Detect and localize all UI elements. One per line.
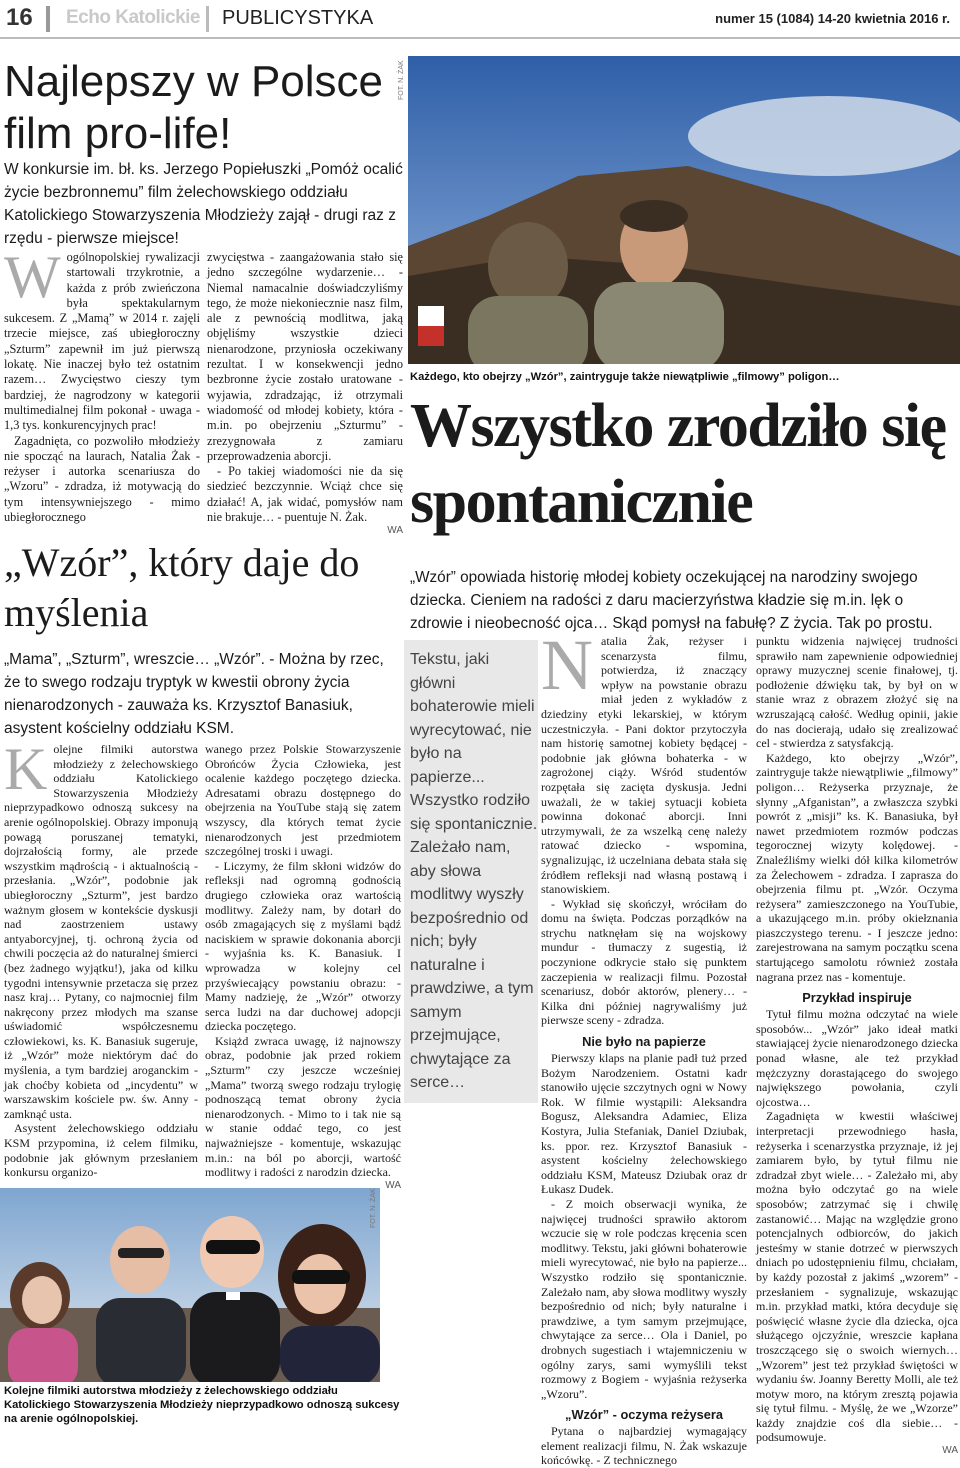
group-photo [0, 1188, 380, 1382]
soldiers-photo-caption: Każdego, kto obejrzy „Wzór”, zaintryguje także niewątpliwie „filmowy” poligon… [410, 371, 840, 383]
page-header [0, 0, 960, 38]
article2-column-2 [205, 742, 401, 1191]
article3-text-2: - Wykład się skończył, wróciłam do domu na święta. Podczas porządków na strychu natknęłam się na wojskowy mundur - tłumaczy z sugestią, iż poczynione odkrycie stało się punktem zaczepienia w realizacji filmu. Pozostał scenariusz, dobór aktorów, plenery… - Kilka dni później nagrywaliśmy już pierwsze sceny - zdradza. [541, 896, 747, 1028]
article1-title: Najlepszy w Polsce film pro-life! [4, 57, 384, 158]
article2-lede: „Mama”, „Szturm”, wreszcie… „Wzór”. - Można by rzec, że to swego rodzaju tryptyk w kwestii obrony życia nienarodzonych - zauważa ks. Krzysztof Banasiuk, asystent kościelny oddziału KSM. [4, 651, 384, 737]
header-divider [46, 6, 50, 32]
masthead: Echo Katolickie [66, 7, 200, 28]
issue-info: numer 15 (1084) 14-20 kwietnia 2016 r. [715, 11, 950, 26]
page-number: 16 [6, 4, 33, 31]
article3-dropcap: N [541, 625, 593, 705]
soldiers-photo-credit: FOT. N. ŻAK [398, 60, 405, 100]
group-photo-credit: FOT. N. ŻAK [370, 1188, 377, 1228]
soldiers-photo [408, 56, 960, 364]
article3-title: Wszystko zrodziło się spontanicznie [410, 392, 946, 536]
article1-lede: W konkursie im. bł. ks. Jerzego Popiełuszki „Pomóż ocalić życie bezbronnemu” film żelechowskiego oddziału Katolickiego Stowarzyszenia Młodzieży zajął - drugi raz z rzędu - pierwsze miejsce! [4, 161, 403, 247]
article3-text-6: punktu widzenia najwięcej trudności sprawiło nam zapewnienie odpowiedniej oprawy muzycznej scenie finałowej, tj. podłożenie dźwięku tak, by był on w stanie wraz z obrazem złożyć się na wzruszającą całość. Według opinii, jakie do nas docierają, udało się zrealizować cel - stwierdza z satysfakcją. [756, 634, 958, 751]
article3-text-3: Pierwszy klaps na planie padł tuż przed Bożym Narodzeniem. Ostatni kadr stanowiło ujęcie szczytnych ogni w Nowy Rok. W filmie wystąpili: Aleksandra Bogusz, Aleksandra Adamiec, Eliza Kostyra, Julia Stefaniak, Daniel Dziubak, ks. ppor. rez. Krzysztof Banasiuk - asystent kościelny żelechowskiego oddziału KSM, Mateusz Dziubak oraz dr Łukasz Dudek. [541, 1051, 747, 1197]
article1-text-2: Zagadnięta, co pozwoliło młodzieży nie spocząć na laurach, Natalia Żak - reżyser i autorka scenariusza do „Wzoru” - zdradza, iż motywacją do tym intensywniejszego - mimo ubiegłorocznego [4, 433, 200, 525]
article2-text-5: Książd zwraca uwagę, iż najnowszy obraz, podobnie jak przed rokiem „Szturm” czy jeszcze wcześniej „Mama” tworzą swego rodzaju trylogię podnoszącą temat obrony życia nienarodzonych. - Mimo to i tak nie są w stanie oddać tego, co jest najważniejsze - komentuje, wskazując m.in.: na ból po aborcji, wartość modlitwy i radości z narodzin dziecka. [205, 1033, 401, 1180]
section-name: PUBLICYSTYKA [222, 7, 374, 29]
article2-text-3: wanego przez Polskie Stowarzyszenie Obrońców Życia Człowieka, jest ocalenie każdego poczętego dziecka. Adresatami obrazu dostępnego do obejrzenia na YouTube stają się zatem wszyscy, dla których temat życie nienarodzonych jest przedmiotem szczególnej troski i uwagi. [205, 742, 401, 859]
header-divider-2 [206, 6, 209, 32]
article2-dropcap: K [4, 736, 48, 802]
article2-text-1: olejne filmiki autorstwa młodzieży z żelechowskiego oddziału Katolickiego Stowarzyszenia Młodzieży nieprzypadkowo odnoszą sukcesy na arenie ogólnopolskiej. Obrazy imponują powagą poruszanej tematyki, dojrzałością formy, ale przede wszystkim mądrością - i aktualnością - przesłania. „Wzór”, podobnie jak ubiegłoroczny „Szturm”, jest bardzo ważnym głosem w kontekście dyskusji nad zaostrzeniem ustawy antyaborcyjnej, tj. ochroną życia od chwili poczęcia aż do naturalnej śmierci (bez żadnego wyjątku!), jaka od kilku tygodni intensywnie przetacza się przez nasz kraj… Pytany, co najmocniej film nakręcony przez młodych ma szanse uświadomić współczesnemu człowiekowi, ks. K. Banasiuk sugeruje, iż „Wzór” może niektórym dać do myślenia, a tym bardziej aroganckim - jak choćby kobieta od „incydentu” w warszawskim kościele pw. św. Anny - zamknąć usta. [4, 742, 198, 1121]
header-rule [0, 37, 960, 39]
article2-signature: WA [385, 1179, 401, 1191]
article3-text-9: Zagadnięta w kwestii właściwej interpretacji przewodniego hasła, reżyserka i scenarzystka przyznaje, iż jej zamiarem było, by tytuł filmu nie zdradzał zbyt wiele… - Zależało mi, aby można było odczytać go na wiele sposobów; zatrzymać się i chwilę zastanowić… Mając na względzie grono potencjalnych odbiorców, do jakich jesteśmy w stanie dotrzeć w pierwszych dniach po udostępnieniu filmu, chciałam, by każdy pozostał z jakimś „wzorem” - przesłaniem - sygnalizuje, wskazując m.in. przykład matki, która decyduje się poświęcić własne życie dla dziecka, ojca służącego ojczyźnie, wreszcie kapłana troszczącego się o swoich wiernych… „Wzorem” jest też przykład świętości w wydaniu św. Joanny Beretty Molli, ale też motyw moro, na którym zresztą pojawia się tytuł filmu. - Myślę, że we „Wzorze” każdy znajdzie coś dla siebie… - podsumowuje. [756, 1109, 958, 1445]
article3-pullquote: Tekstu, jaki główni bohaterowie mieli wyrecytować, nie było na papierze... Wszystko rodziło się spontanicznie. Zależało nam, aby słowa modlitwy wyszły bezpośrednio od nich; były naturalne i prawdziwe, a tym samym przejmujące, chwytające za serce… [404, 640, 538, 1103]
soldiers-photo-image [408, 56, 960, 364]
article3-text-1: atalia Żak, reżyser i scenarzysta filmu, potwierdza, iż znaczący wpływ na powstanie obrazu miał jeden z wykładów z dziedziny etyki lekarskiej, w którym uczestniczyła. - Pani doktor przytoczyła nam historię samotnej kobiety będącej - podobnie jak główna bohaterka - w zagrożonej ciąży. Wśród studentów rozpętała się zacięta dyskusja. Jedni uważali, że w takiej sytuacji kobieta powinna dokonać aborcji. Inni utrzymywali, że za wszelką cenę należy ratować dziecko - wspomina, sygnalizując, iż uczelniana debata stała się źródłem refleksji nad własną postawą i stanowiskiem. [541, 634, 747, 897]
article3-signature: WA [942, 1445, 958, 1457]
article2-text-4: - Liczymy, że film skłoni widzów do refleksji nad ogromną godnością drugiego człowieka oraz wartością modlitwy. Zależy nam, by dotarł do osób zmagających się z myślami bądź naciskiem w sprawie dokonania aborcji - wyjaśnia ks. K. Banasiuk. I wprowadza w kolejny cel przyświecający powstaniu obrazu: - Mamy nadzieję, że „Wzór” otworzy serca ludzi na dar duchowej adopcji dziecka poczętego. [205, 858, 401, 1034]
article3-lede: „Wzór” opowiada historię młodej kobiety oczekującej na narodziny swojego dziecka. Cieniem na radości z daru macierzyństwa kładzie się m.in. lęk o zdrowie i nieobecność ojca… Skąd pomysł na fabułę? Z życia. Tak po prostu. [410, 569, 933, 632]
article3-subheading-3: Przykład inspiruje [802, 990, 912, 1006]
article1-column-1 [4, 244, 200, 525]
article3-column-2 [756, 634, 958, 1456]
group-photo-image [0, 1188, 380, 1382]
article2-text-2: Asystent żelechowskiego oddziału KSM przypomina, iż celem filmiku, podobnie jak głównym przesłaniem konkursu organizo- [4, 1121, 198, 1180]
article3-subheading-2: „Wzór” - oczyma reżysera [565, 1407, 723, 1423]
group-photo-caption: Kolejne filmiki autorstwa młodzieży z żelechowskiego oddziału Katolickiego Stowarzyszenia Młodzieży nieprzypadkowo odnoszą sukcesy na arenie ogólnopolskiej. [4, 1385, 400, 1425]
article3-text-7: Każdego, kto obejrzy „Wzór”, zaintryguje także niewątpliwie „filmowy” poligon… Reżyserka przyznaje, że słynny „Afganistan”, a zwłaszcza szybki powrót z „misji” ks. K. Banasiuka, był nawet przedmiotem rozmów podczas tegorocznej wizyty kolędowej. - Znaleźliśmy wielki dół kilka kilometrów za Żelechowem - zdradza. I zaprasza do obejrzenia filmu pt. „Wzór. Oczyma reżysera” zamieszczonego na YouTubie, a ukazującego m.in. próby okiełznania piaszczystego terenu. - I jeszcze jedno: zarejestrowana na samym początku scena startującego samolotu również została nagrana przez nas - komentuje. [756, 750, 958, 984]
article3-text-5: Pytana o najbardziej wymagający element realizacji filmu, N. Żak wskazuje końcówkę. - Z technicznego [541, 1424, 747, 1468]
article1-dropcap: W [4, 244, 61, 310]
article1-text-4: - Po takiej wiadomości nie da się siedzieć bezczynnie. Wciąż chce się działać! A, jak widać, pomysłów nam nie brakuje… - puentuje N. Żak. [207, 464, 403, 525]
article1-text-1: ogólnopolskiej rywalizacji startowali trzykrotnie, a każda z prób zwieńczona była spektakularnym sukcesem. Z „Mamą” w 2014 r. zajęli trzecie miejsce, zaś ubiegłoroczny „Szturm” zapewnił im już pierwszą lokatę. Nie inaczej było też ostatnim razem… Zwycięstwo cieszy tym bardziej, że nagrodzony w kategorii multimedialnej film pokonał - uwaga - 1,3 tys. konkurencyjnych prac! [4, 250, 200, 433]
article2-title: „Wzór”, który daje do myślenia [4, 540, 360, 635]
article2-column-1 [4, 736, 198, 1180]
article3-column-1 [541, 625, 747, 1468]
article1-signature: WA [387, 525, 403, 537]
article1-text-3: zwycięstwa - zaangażowania stało się jedno szczególne wydarzenie… - Niemal namacalnie doświadczyliśmy tego, że może niekoniecznie nasz film, ale z pewnością modlitwa, jaką objęliśmy wszystkie dzieci nienarodzone, przyniosła oczekiwany rezultat. I w konsekwencji jedno bezbronne życie zostało uratowane - wyjawia, zdradzając, iż otrzymali wiadomość od młodej kobiety, która - m.in. po obejrzeniu „Szturmu” - zrezygnowała z zamiaru przeprowadzenia aborcji. [207, 250, 403, 463]
article3-text-8: Tytuł filmu można odczytać na wiele sposobów... „Wzór” jako ideał matki stawiającej życie nienarodzonego dziecka ponad własne, ale też przykład mężczyzny dorastającego do swojego największego powołania, czyli ojcostwa… [756, 1007, 958, 1109]
article3-text-4: - Z moich obserwacji wynika, że najwięcej trudności sprawiło aktorom wczucie się w role podczas kręcenia scen modlitwy. Tekstu, jaki główni bohaterowie mieli wyrecytować, nie było na papierze... Wszystko rodziło się spontanicznie. Zależało nam, aby słowa modlitwy wyszły bezpośrednio od nich; były naturalne i prawdziwe, a tym samym przejmujące, chwytające za serce… Ola i Daniel, po drobnych sugestiach i wtajemniczeniu w ogólny zarys, sami wymyślili tekst rozmowy z Bogiem - wyjaśnia reżyserka „Wzoru”. [541, 1196, 747, 1401]
article1-column-2 [207, 250, 403, 536]
article3-subheading-1: Nie było na papierze [582, 1034, 706, 1050]
